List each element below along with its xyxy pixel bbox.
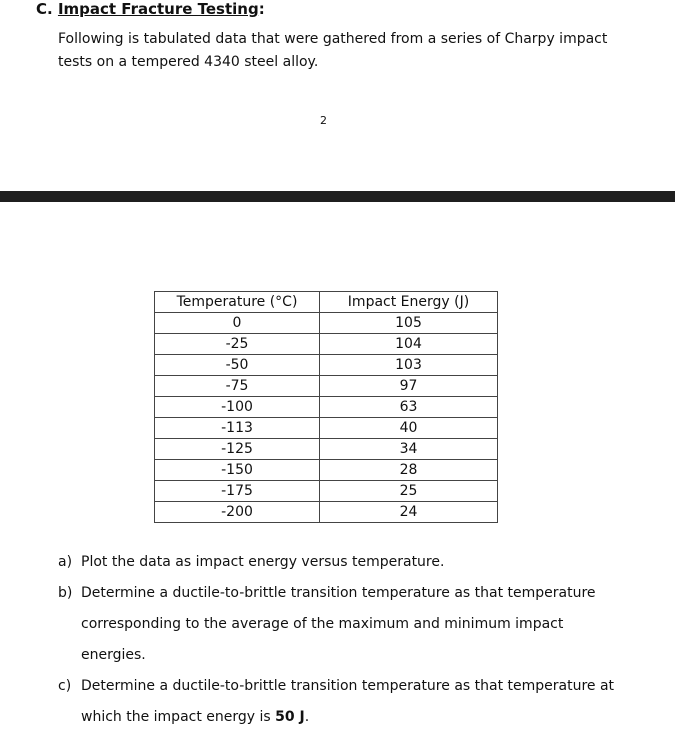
- page-break-bar: [0, 191, 675, 202]
- cell-impact-energy: 104: [320, 334, 498, 355]
- cell-temperature: -175: [155, 481, 320, 502]
- question-text-main: Determine a ductile-to-brittle transition temperature as that temperature at which the impact energy is: [81, 678, 615, 725]
- question-text-end: .: [304, 709, 310, 725]
- cell-temperature: -75: [155, 376, 320, 397]
- cell-temperature: -100: [155, 397, 320, 418]
- table-row: [155, 418, 498, 439]
- cell-impact-energy: 24: [320, 502, 498, 523]
- table-row: [155, 481, 498, 502]
- cell-temperature: -200: [155, 502, 320, 523]
- table-row: [155, 439, 498, 460]
- section-title: Impact Fracture Testing: [57, 0, 259, 18]
- cell-impact-energy: 25: [320, 481, 498, 502]
- section-letter: C.: [36, 0, 53, 18]
- question-b: [58, 578, 628, 671]
- table-row: [155, 460, 498, 481]
- table-header-row: [155, 292, 498, 313]
- cell-temperature: -150: [155, 460, 320, 481]
- cell-impact-energy: 97: [320, 376, 498, 397]
- page-number: 2: [320, 114, 327, 127]
- section-colon: :: [258, 0, 265, 18]
- question-label: c): [58, 678, 72, 694]
- cell-temperature: -125: [155, 439, 320, 460]
- table-row: [155, 334, 498, 355]
- cell-impact-energy: 28: [320, 460, 498, 481]
- cell-temperature: 0: [155, 313, 320, 334]
- question-text: Determine a ductile-to-brittle transition temperature as that temperature corresponding to the average of the maximum and minimum impact energies.: [81, 585, 596, 663]
- table-row: [155, 397, 498, 418]
- question-energy-value: 50 J: [275, 709, 305, 725]
- section-heading: [36, 0, 265, 18]
- table-body: [155, 313, 498, 523]
- cell-impact-energy: 63: [320, 397, 498, 418]
- column-header-temperature: Temperature (°C): [155, 292, 320, 313]
- cell-impact-energy: 103: [320, 355, 498, 376]
- question-list: [58, 547, 628, 733]
- table-row: [155, 376, 498, 397]
- question-text: [81, 671, 628, 733]
- table-row: [155, 502, 498, 523]
- charpy-data-table: [154, 291, 498, 523]
- intro-paragraph: Following is tabulated data that were gathered from a series of Charpy impact tests on a tempered 4340 steel alloy.: [58, 31, 608, 70]
- table-row: [155, 313, 498, 334]
- cell-temperature: -113: [155, 418, 320, 439]
- column-header-impact-energy: Impact Energy (J): [320, 292, 498, 313]
- question-text: Plot the data as impact energy versus temperature.: [81, 554, 445, 570]
- cell-temperature: -50: [155, 355, 320, 376]
- cell-temperature: -25: [155, 334, 320, 355]
- cell-impact-energy: 40: [320, 418, 498, 439]
- question-label: a): [58, 554, 73, 570]
- question-a: [58, 547, 628, 578]
- question-label: b): [58, 585, 73, 601]
- cell-impact-energy: 105: [320, 313, 498, 334]
- question-c: [58, 671, 628, 733]
- cell-impact-energy: 34: [320, 439, 498, 460]
- table-row: [155, 355, 498, 376]
